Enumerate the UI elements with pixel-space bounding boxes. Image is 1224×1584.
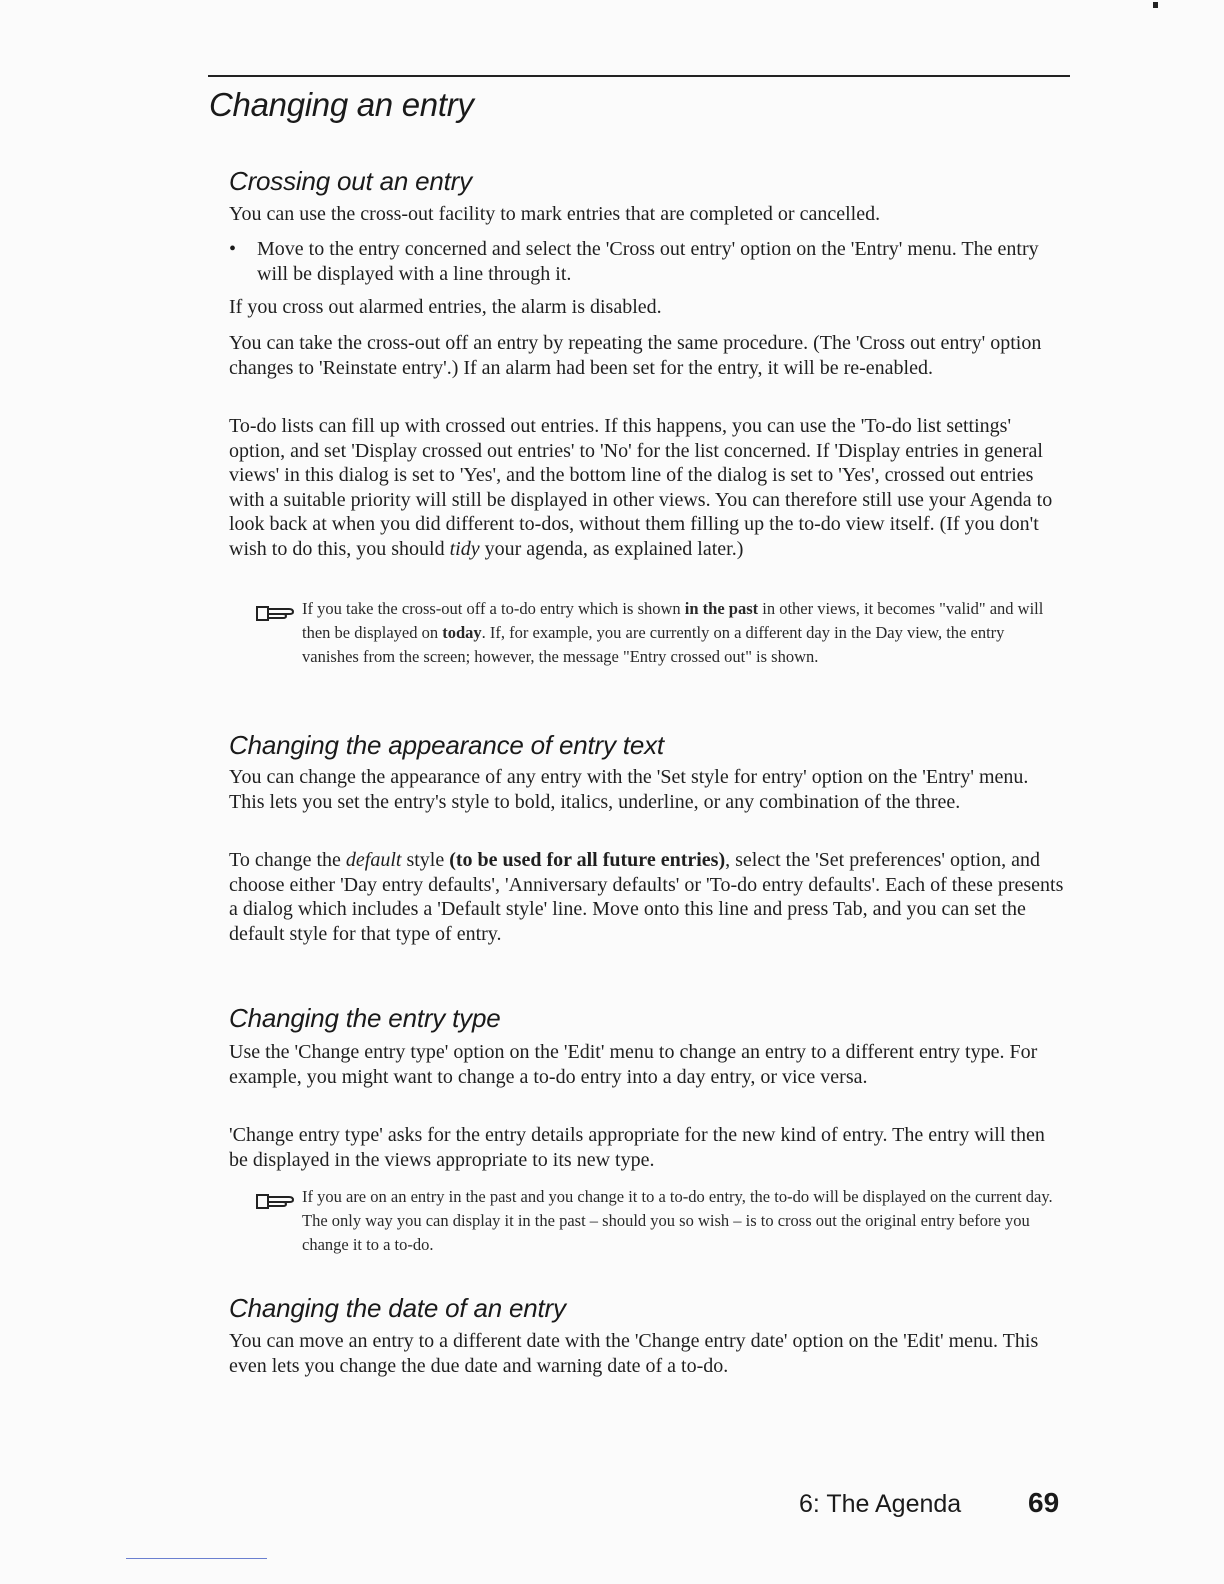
heading-entry-type: Changing the entry type	[229, 1003, 501, 1033]
crossing-note: If you take the cross-out off a to-do entry which is shown in the past in other views, it becomes "valid" and will then be displayed on today. If, for example, you are currently on a different day in the Day view, the entry vanishes from the screen; however, the message "Entry crossed out" is shown.	[302, 599, 1044, 666]
type-details: 'Change entry type' asks for the entry details appropriate for the new kind of entry. The entry will then be displayed in the views appropriate to its new type.	[229, 1124, 1045, 1171]
top-rule	[208, 75, 1070, 77]
corner-mark	[1153, 2, 1158, 8]
bottom-rule	[126, 1558, 267, 1559]
page-title: Changing an entry	[209, 86, 474, 123]
appearance-default: To change the default style (to be used for all future entries), select the 'Set preferences' option, and choose either 'Day entry defaults', 'Anniversary defaults' or 'To-do entry defaults'. Each of these presents a dialog which includes a 'Default style' line. Move onto this line and press Tab, and you can set the default style for that type of entry.	[229, 849, 1064, 945]
crossing-bullet: Move to the entry concerned and select the 'Cross out entry' option on the 'Entry' menu. The entry will be displayed with a line through it.	[257, 238, 1039, 285]
crossing-reinstate: You can take the cross-out off an entry by repeating the same procedure. (The 'Cross out entry' option changes to 'Reinstate entry'.) If an alarm had been set for the entry, it will be re-enabled.	[229, 332, 1042, 379]
type-note: If you are on an entry in the past and you change it to a to-do entry, the to-do will be displayed on the current day. The only way you can display it in the past – should you so wish – is to cross out the original entry before you change it to a to-do.	[302, 1187, 1053, 1254]
heading-appearance: Changing the appearance of entry text	[229, 730, 664, 760]
page-number: 69	[1028, 1487, 1060, 1518]
type-intro: Use the 'Change entry type' option on the 'Edit' menu to change an entry to a different entry type. For example, you might want to change a to-do entry into a day entry, or vice versa.	[229, 1041, 1038, 1088]
crossing-todo-lists: To-do lists can fill up with crossed out entries. If this happens, you can use the 'To-do list settings' option, and set 'Display crossed out entries' to 'No' for the list concerned. If 'Display entries in general views' in this dialog is set to 'Yes', and the bottom line of the dialog is set to 'Yes', crossed out entries with a suitable priority will still be displayed in other views. You can therefore still use your Agenda to look back at when you did different to-dos, without them filling up the to-do view itself. (If you don't wish to do this, you should tidy your agenda, as explained later.)	[229, 415, 1053, 560]
bullet-marker: •	[229, 238, 237, 260]
appearance-intro: You can change the appearance of any entry with the 'Set style for entry' option on the 'Entry' menu. This lets you set the entry's style to bold, italics, underline, or any combination of the three.	[229, 766, 1029, 813]
hand-pointer-icon	[256, 602, 298, 622]
hand-pointer-icon	[256, 1190, 298, 1210]
crossing-intro: You can use the cross-out facility to mark entries that are completed or cancelled.	[229, 203, 881, 225]
heading-crossing-out: Crossing out an entry	[229, 166, 472, 196]
crossing-alarm-note: If you cross out alarmed entries, the alarm is disabled.	[229, 296, 662, 318]
heading-entry-date: Changing the date of an entry	[229, 1293, 566, 1323]
date-intro: You can move an entry to a different date with the 'Change entry date' option on the 'Edit' menu. This even lets you change the due date and warning date of a to-do.	[229, 1330, 1039, 1377]
footer-section-title: 6: The Agenda	[799, 1490, 962, 1518]
